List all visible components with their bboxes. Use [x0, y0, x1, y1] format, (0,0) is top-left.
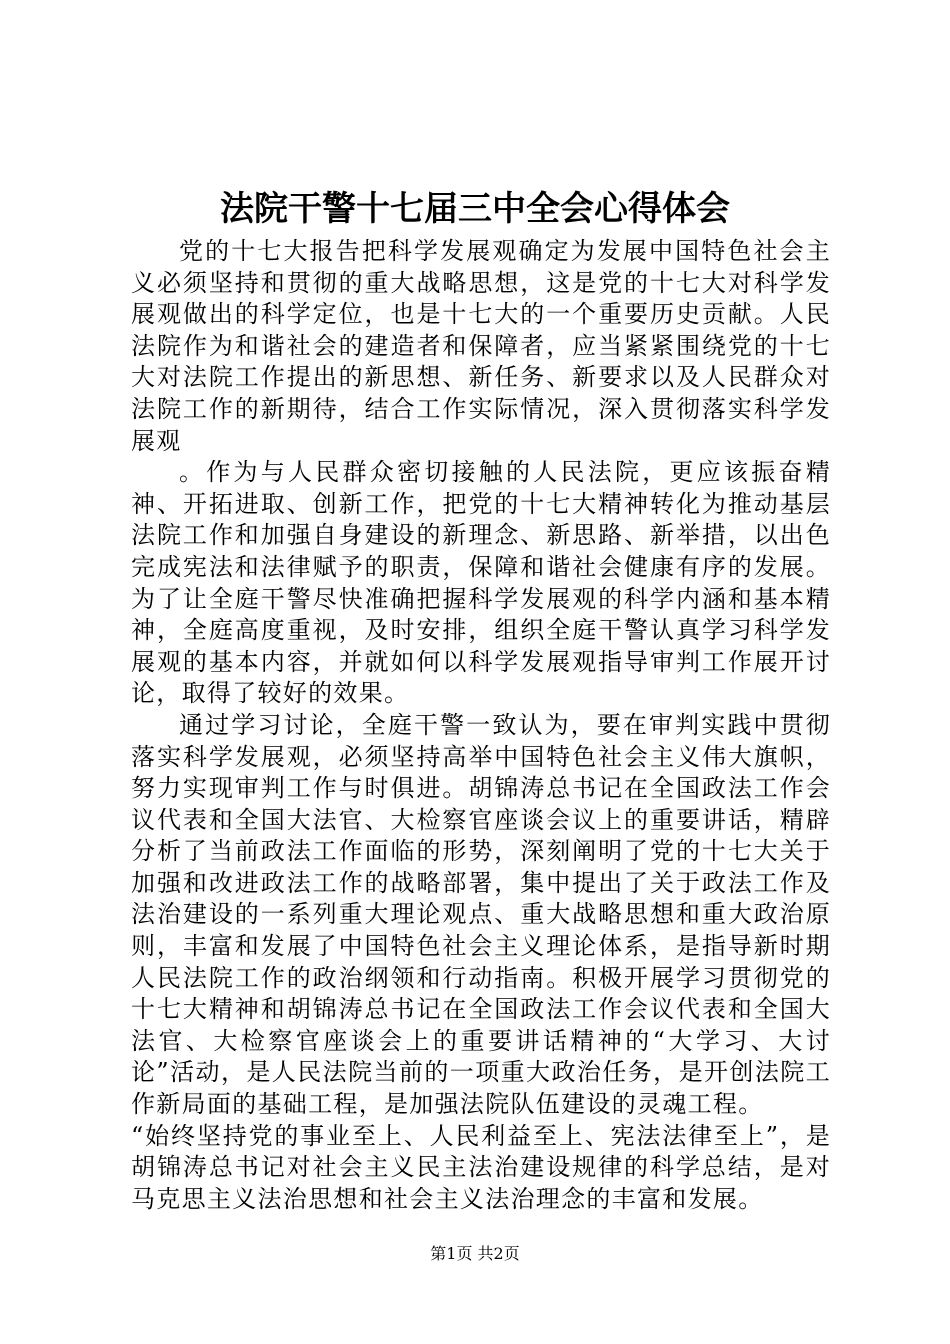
paragraph-1: 党的十七大报告把科学发展观确定为发展中国特色社会主义必须坚持和贯彻的重大战略思想，这是党的十七大对科学发展观做出的科学定位，也是十七大的一个重要历史贡献。人民法院作为和谐社会的建造者和保障者，应当紧紧围绕党的十七大对法院工作提出的新思想、新任务、新要求以及人民群众对法院工作的新期待，结合工作实际情况，深入贯彻落实科学发展观	[131, 237, 831, 455]
page-indicator: 第1页 共2页	[430, 1244, 520, 1263]
document-title: 法院干警十七届三中全会心得体会	[220, 189, 730, 229]
paragraph-4: “始终坚持党的事业至上、人民利益至上、宪法法律至上”，是胡锦涛总书记对社会主义民主法治建设规律的科学总结，是对马克思主义法治思想和社会主义法治理念的丰富和发展。	[131, 1121, 831, 1213]
paragraph-3: 通过学习讨论，全庭干警一致认为，要在审判实践中贯彻落实科学发展观，必须坚持高举中国特色社会主义伟大旗帜，努力实现审判工作与时俱进。胡锦涛总书记在全国政法工作会议代表和全国大法官、大检察官座谈会议上的重要讲话，精辟分析了当前政法工作面临的形势，深刻阐明了党的十七大关于加强和改进政法工作的战略部署，集中提出了关于政法工作及法治建设的一系列重大理论观点、重大战略思想和重大政治原则，丰富和发展了中国特色社会主义理论体系，是指导新时期人民法院工作的政治纲领和行动指南。积极开展学习贯彻党的十七大精神和胡锦涛总书记在全国政法工作会议代表和全国大法官、大检察官座谈会上的重要讲话精神的“大学习、大讨论”活动，是人民法院当前的一项重大政治任务，是开创法院工作新局面的基础工程，是加强法院队伍建设的灵魂工程。	[131, 710, 831, 1119]
paragraph-2: 。作为与人民群众密切接触的人民法院，更应该振奋精神、开拓进取、创新工作，把党的十七大精神转化为推动基层法院工作和加强自身建设的新理念、新思路、新举措，以出色完成宪法和法律赋予的职责，保障和谐社会健康有序的发展。为了让全庭干警尽快准确把握科学发展观的科学内涵和基本精神，全庭高度重视，及时安排，组织全庭干警认真学习科学发展观的基本内容，并就如何以科学发展观指导审判工作展开讨论，取得了较好的效果。	[131, 458, 831, 708]
document-body	[131, 236, 831, 1215]
page-footer	[0, 1242, 950, 1266]
